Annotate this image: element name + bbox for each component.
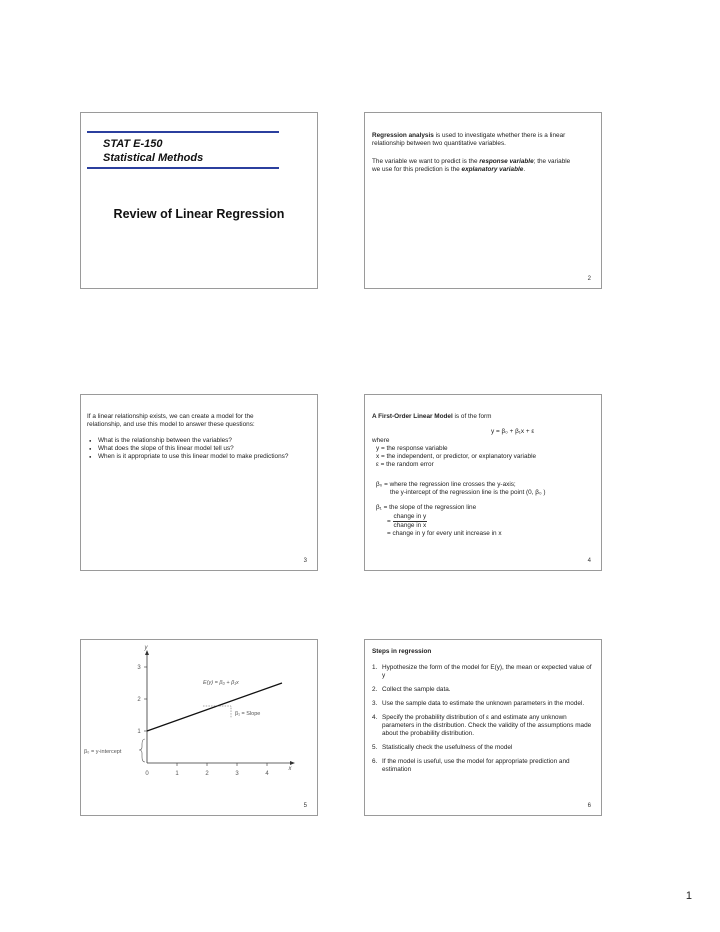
beta0-definition: β₀ = where the regression line crosses the y-axis; the y-intercept of the regression line is the point (0, β₀ ) [376, 481, 546, 496]
x-tick-label: 2 [205, 771, 209, 777]
slide-number: 3 [303, 558, 307, 564]
slide-number: 6 [587, 803, 591, 809]
slide-number: 5 [303, 803, 307, 809]
slide-1-title [80, 112, 318, 289]
list-item: 4. Specify the probability distribution of ε and estimate any unknown parameters in the distribution. Check the validity of the assumptions made about the probability distribution. [372, 714, 592, 737]
question-list [89, 437, 313, 461]
slope-fraction: = $\frac{\text{change in y}}{\text{change in x}}$ [387, 513, 427, 529]
list-item: 3. Use the sample data to estimate the unknown parameters in the model. [372, 700, 585, 707]
slide-title: Review of Linear Regression [113, 207, 285, 221]
list-item: ● When is it appropriate to use this linear model to make predictions? [89, 453, 313, 461]
intercept-brace [139, 739, 145, 762]
list-item: 5. Statistically check the usefulness of the model [372, 744, 513, 751]
y-tick-label: 2 [137, 697, 141, 703]
slide-number: 2 [587, 276, 591, 282]
x-tick-label: 3 [235, 771, 239, 777]
list-item: 2. Collect the sample data. [372, 686, 451, 693]
list-item: 6. If the model is useful, use the model for appropriate prediction and estimation [372, 758, 570, 773]
slide-5-regression-graph [80, 639, 318, 816]
model-equation: y = β₀ + β₁x + ε [491, 428, 535, 435]
steps-title: Steps in regression [372, 648, 432, 655]
list-item: ● What is the relationship between the variables? [89, 437, 313, 445]
list-item: 1. Hypothesize the form of the model for E(y), the mean or expected value of y [372, 664, 592, 679]
model-heading: A First-Order Linear Model is of the form [372, 413, 492, 420]
y-axis-label: y [144, 645, 148, 651]
beta1-definition: β₁ = the slope of the regression line = $\frac{\text{change in y}}{\text{change in x}}$ = change in y for every unit increase in x [376, 504, 600, 538]
regression-line [147, 683, 282, 731]
x-tick-label: 1 [175, 771, 179, 777]
x-tick-label: 4 [265, 771, 269, 777]
y-tick-label: 3 [137, 665, 141, 671]
slide-6-steps [364, 639, 602, 816]
regression-line-chart [81, 640, 317, 815]
model-definitions: where y = the response variable x = the independent, or predictor, or explanatory variable ε = the random error [372, 437, 537, 468]
page-number: 1 [685, 890, 692, 902]
course-code: STAT E-150 [103, 138, 163, 150]
x-axis-label: x [288, 766, 292, 772]
slope-triangle [203, 706, 231, 718]
x-axis-arrow [290, 761, 295, 765]
slide-3-questions [80, 394, 318, 571]
slope-label: β₁ = Slope [235, 711, 261, 717]
course-name: Statistical Methods [103, 152, 204, 164]
term-regression-analysis: Regression analysis [372, 132, 434, 139]
x-tick-label: 0 [145, 771, 149, 777]
top-divider [87, 131, 279, 133]
x-ticks [145, 763, 269, 777]
list-item: ● What does the slope of this linear model tell us? [89, 445, 313, 453]
y-tick-label: 1 [137, 729, 141, 735]
term-explanatory-variable: explanatory variable [461, 166, 524, 173]
term-response-variable: response variable [479, 158, 534, 165]
slide-2-definition [364, 112, 602, 289]
slide-number: 4 [587, 558, 591, 564]
steps-list [372, 664, 594, 780]
intro-text: If a linear relationship exists, we can create a model for the relationship, and use this model to answer these questions: [87, 413, 255, 428]
bottom-divider [87, 167, 279, 169]
intercept-label: β₀ = y-intercept [84, 749, 122, 755]
regression-definition: Regression analysis is used to investigate whether there is a linear relationship between two quantitative variables. [372, 132, 566, 147]
variable-definition: The variable we want to predict is the response variable; the variable we use for this prediction is the explanatory variable. [372, 158, 571, 173]
slide-4-linear-model [364, 394, 602, 571]
y-ticks [137, 665, 147, 735]
line-equation-label: E(y) = β₀ + β₁x [203, 680, 239, 686]
